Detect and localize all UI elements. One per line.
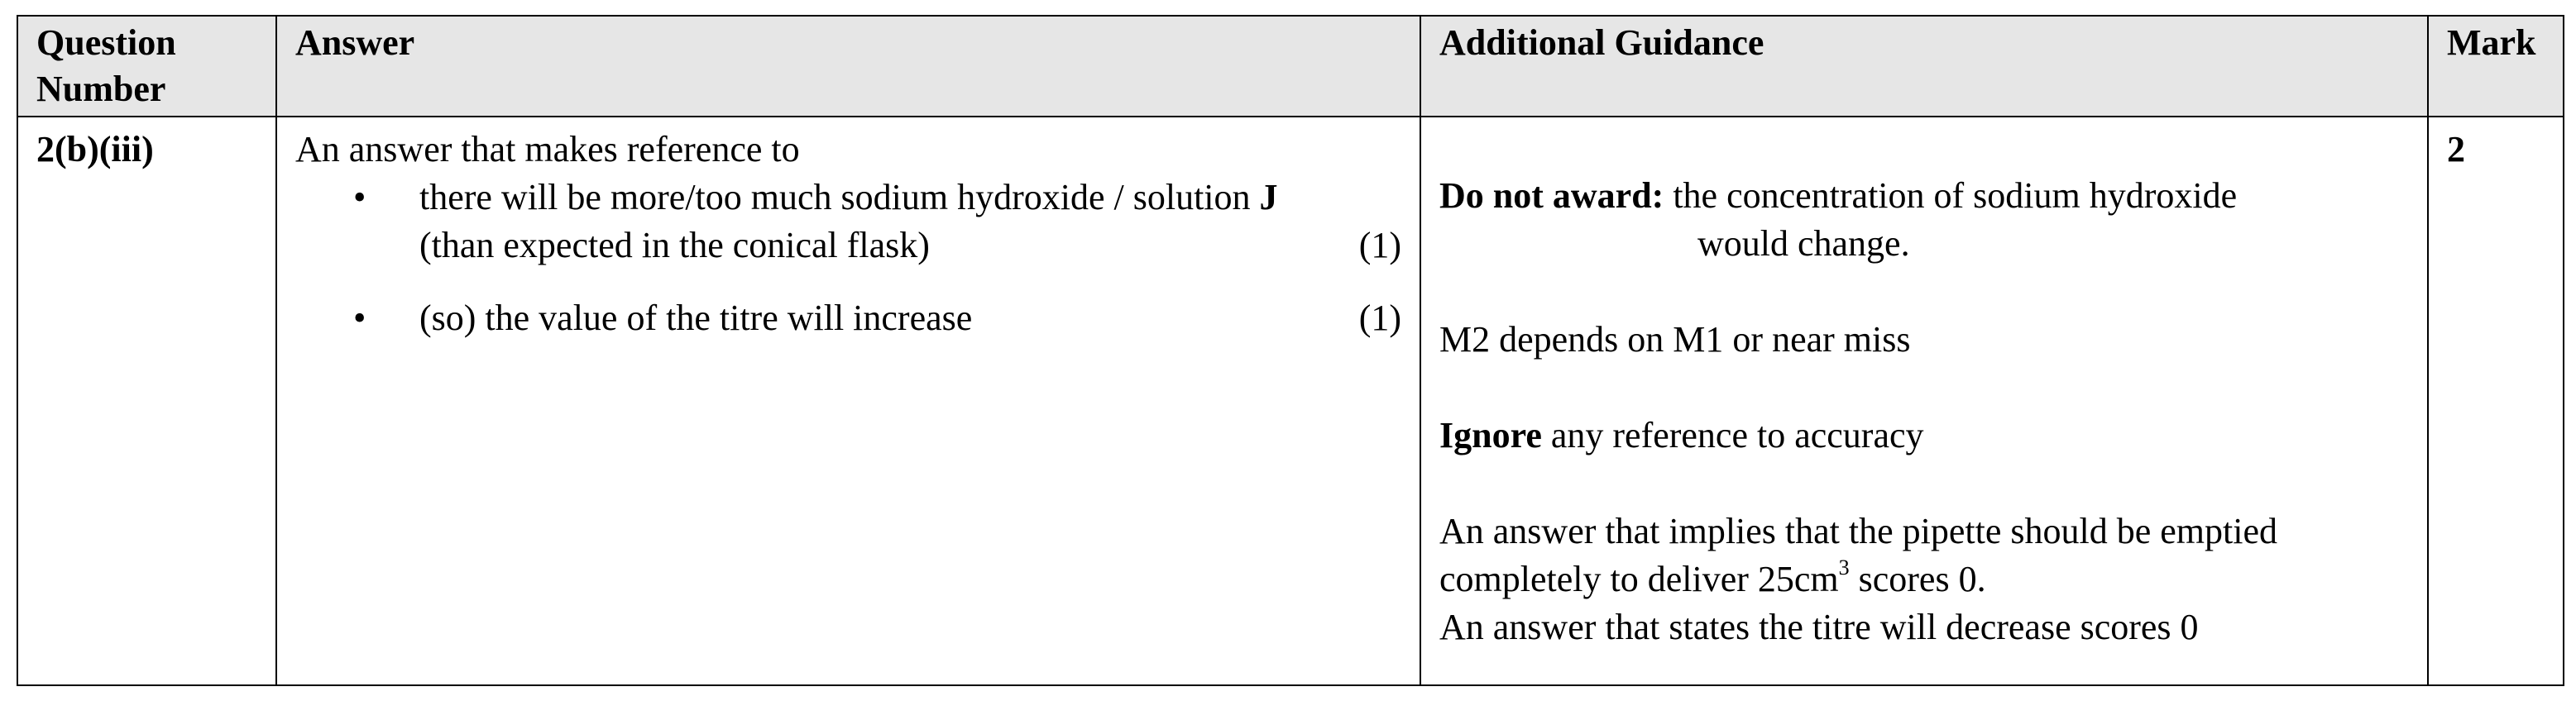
answer-point-2-text: (so) the value of the titre will increase xyxy=(419,298,973,338)
cubed-superscript: 3 xyxy=(1838,556,1850,580)
titre-decrease-note: An answer that states the titre will decrease scores 0 xyxy=(1439,607,2199,647)
solution-label: J xyxy=(1259,177,1278,217)
bullet-icon: • xyxy=(353,298,366,338)
pipette-note-line-1: An answer that implies that the pipette should be emptied xyxy=(1439,511,2277,551)
header-question-number: Question Number xyxy=(17,16,276,117)
ignore-text: any reference to accuracy xyxy=(1550,415,1924,455)
table-row xyxy=(17,117,2564,685)
do-not-award-note xyxy=(1439,172,2409,220)
pipette-note-score: scores 0. xyxy=(1858,559,1986,599)
question-number: 2(b)(iii) xyxy=(36,129,154,169)
header-mark: Mark xyxy=(2428,16,2564,117)
answer-point-1-mark: (1) xyxy=(1358,225,1401,265)
header-additional-guidance: Additional Guidance xyxy=(1420,16,2428,117)
ignore-label: Ignore xyxy=(1439,415,1542,455)
mark-scheme-table xyxy=(17,15,2564,686)
guidance-cell xyxy=(1420,117,2428,685)
answer-point-1-continuation: (than expected in the conical flask) xyxy=(419,225,930,265)
answer-point-1-line-2 xyxy=(419,222,1401,269)
mark-value: 2 xyxy=(2447,129,2465,169)
header-row xyxy=(17,16,2564,117)
m2-dependency-note: M2 depends on M1 or near miss xyxy=(1439,319,1911,360)
answer-points-list xyxy=(295,174,1401,342)
answer-point-1 xyxy=(295,174,1401,269)
ignore-note xyxy=(1439,412,2409,460)
answer-point-2-line-1 xyxy=(419,294,1401,342)
pipette-note-line-2 xyxy=(1439,556,2409,603)
answer-point-1-line-1 xyxy=(419,174,1401,222)
do-not-award-continuation: would change. xyxy=(1697,223,1910,264)
do-not-award-text: the concentration of sodium hydroxide xyxy=(1673,175,2238,216)
answer-point-2 xyxy=(295,294,1401,342)
question-number-cell xyxy=(17,117,276,685)
answer-intro: An answer that makes reference to xyxy=(295,129,800,169)
answer-point-1-text: there will be more/too much sodium hydroxide / solution xyxy=(419,177,1251,217)
bullet-icon: • xyxy=(353,177,366,217)
answer-point-2-mark: (1) xyxy=(1358,298,1401,338)
header-answer: Answer xyxy=(276,16,1420,117)
pipette-note-volume: completely to deliver 25cm xyxy=(1439,559,1839,599)
answer-cell xyxy=(276,117,1420,685)
do-not-award-label: Do not award: xyxy=(1439,175,1664,216)
mark-cell xyxy=(2428,117,2564,685)
